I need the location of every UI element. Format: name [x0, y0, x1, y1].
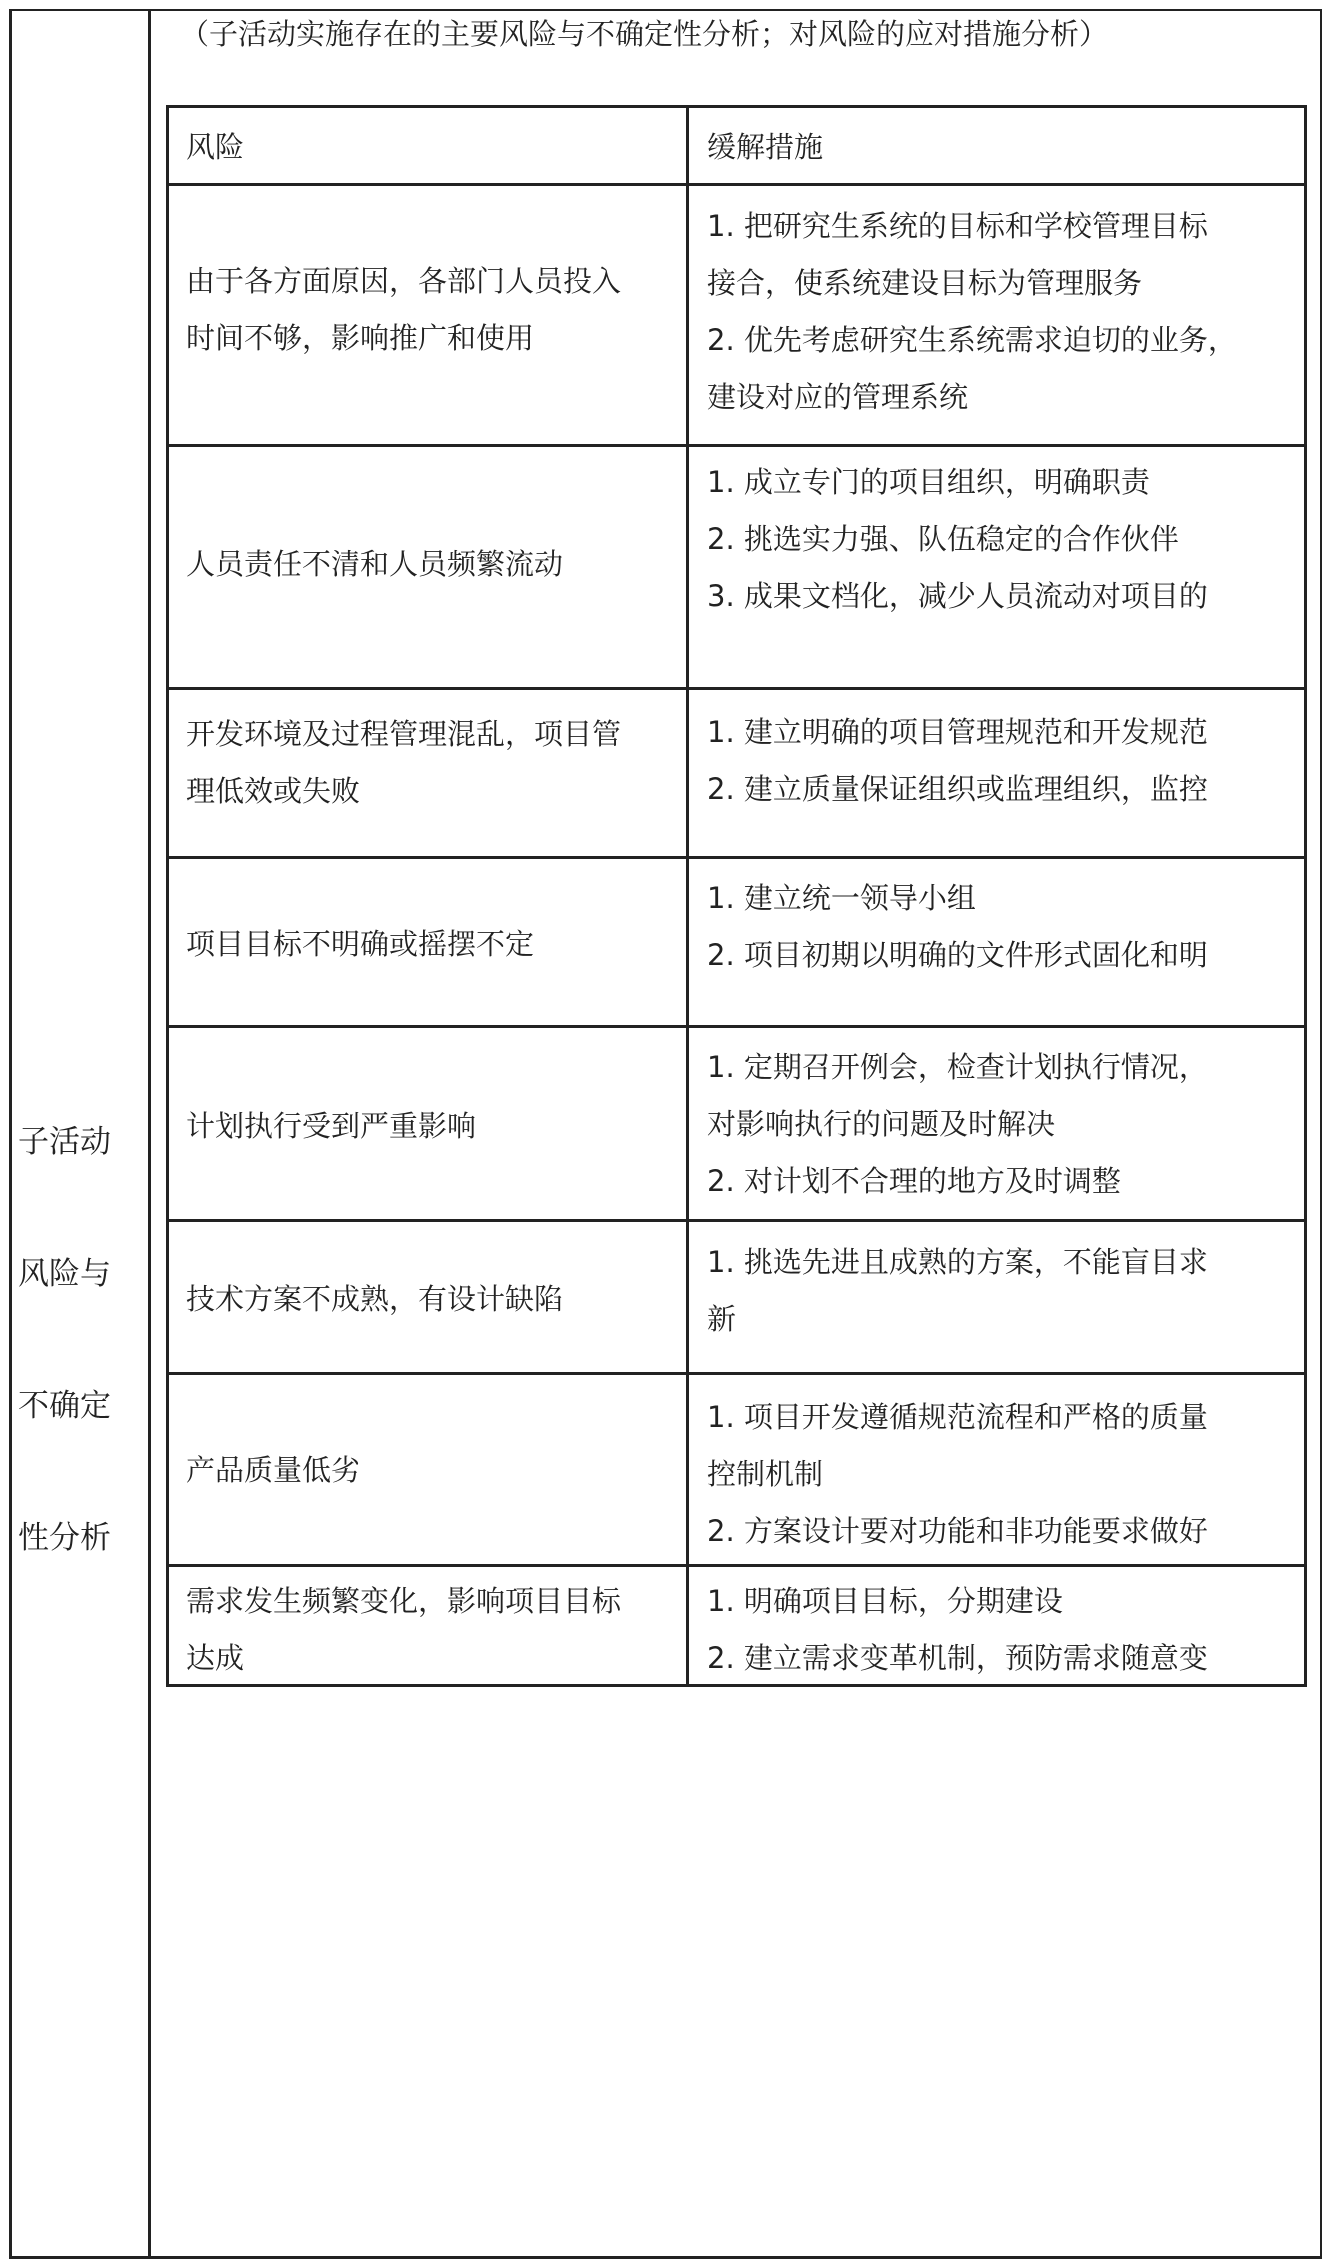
risk-text: 开发环境及过程管理混乱，项目管 — [186, 717, 622, 751]
mitigation-text: 3. 成果文档化，减少人员流动对项目的 — [707, 579, 1208, 613]
mitigation-text: 2. 方案设计要对功能和非功能要求做好 — [707, 1514, 1208, 1548]
table-row-risk — [166, 1219, 689, 1374]
mitigation-text: 接合，使系统建设目标为管理服务 — [707, 266, 1143, 300]
table-row-mitigation — [686, 1219, 1307, 1374]
mitigation-text: 1. 成立专门的项目组织，明确职责 — [707, 465, 1150, 499]
section-label-line: 风险与 — [18, 1256, 111, 1292]
mitigation-text: 2. 建立需求变革机制，预防需求随意变 — [707, 1641, 1208, 1675]
mitigation-text: 1. 建立明确的项目管理规范和开发规范 — [707, 715, 1208, 749]
mitigation-text: 控制机制 — [707, 1457, 824, 1491]
mitigation-text: 1. 挑选先进且成熟的方案，不能盲目求 — [707, 1245, 1208, 1279]
table-row-risk — [166, 1372, 689, 1566]
section-label-line: 性分析 — [18, 1520, 111, 1556]
table-header-mitigation — [686, 105, 1307, 185]
table-row-risk — [166, 444, 689, 689]
table-row-risk — [166, 856, 689, 1027]
mitigation-text: 2. 挑选实力强、队伍稳定的合作伙伴 — [707, 522, 1179, 556]
risk-text: 技术方案不成熟，有设计缺陷 — [186, 1282, 564, 1316]
risk-text: 由于各方面原因，各部门人员投入 — [186, 264, 622, 298]
section-label-line: 子活动 — [18, 1124, 111, 1160]
mitigation-text: 2. 对计划不合理的地方及时调整 — [707, 1164, 1121, 1198]
table-row-risk — [166, 183, 689, 446]
mitigation-text: 建设对应的管理系统 — [707, 380, 969, 414]
table-header-risk — [166, 105, 689, 185]
table-row-risk — [166, 1025, 689, 1221]
label-column-divider — [148, 9, 151, 2259]
table-row-mitigation — [686, 1025, 1307, 1221]
risk-text: 达成 — [186, 1641, 245, 1675]
risk-text: 人员责任不清和人员频繁流动 — [186, 547, 564, 581]
table-row-risk — [166, 687, 689, 858]
risk-text: 产品质量低劣 — [186, 1453, 361, 1487]
mitigation-text: 2. 项目初期以明确的文件形式固化和明 — [707, 938, 1208, 972]
table-row-mitigation — [686, 1564, 1307, 1687]
table-row-mitigation — [686, 183, 1307, 446]
table-row-risk — [166, 1564, 689, 1687]
table-row-mitigation — [686, 856, 1307, 1027]
section-intro: （子活动实施存在的主要风险与不确定性分析；对风险的应对措施分析） — [180, 17, 1109, 51]
risk-text: 理低效或失败 — [186, 774, 361, 808]
table-row-mitigation — [686, 1372, 1307, 1566]
section-label-line: 不确定 — [18, 1388, 111, 1424]
mitigation-text: 1. 项目开发遵循规范流程和严格的质量 — [707, 1400, 1208, 1434]
mitigation-text: 1. 明确项目目标，分期建设 — [707, 1584, 1063, 1618]
mitigation-text: 1. 定期召开例会，检查计划执行情况， — [707, 1050, 1208, 1084]
risk-text: 项目目标不明确或摇摆不定 — [186, 927, 535, 961]
table-row-mitigation — [686, 444, 1307, 689]
mitigation-text: 2. 优先考虑研究生系统需求迫切的业务， — [707, 323, 1237, 357]
mitigation-text: 2. 建立质量保证组织或监理组织，监控 — [707, 772, 1208, 806]
table-row-mitigation — [686, 687, 1307, 858]
mitigation-text: 1. 把研究生系统的目标和学校管理目标 — [707, 209, 1208, 243]
header-mitigation-label: 缓解措施 — [707, 130, 824, 164]
mitigation-text: 新 — [707, 1302, 737, 1336]
risk-text: 计划执行受到严重影响 — [186, 1109, 477, 1143]
mitigation-text: 1. 建立统一领导小组 — [707, 881, 976, 915]
risk-text: 需求发生频繁变化，影响项目目标 — [186, 1584, 622, 1618]
mitigation-text: 对影响执行的问题及时解决 — [707, 1107, 1056, 1141]
risk-text: 时间不够，影响推广和使用 — [186, 321, 535, 355]
header-risk-label: 风险 — [186, 130, 245, 164]
section-label — [18, 1032, 146, 1604]
